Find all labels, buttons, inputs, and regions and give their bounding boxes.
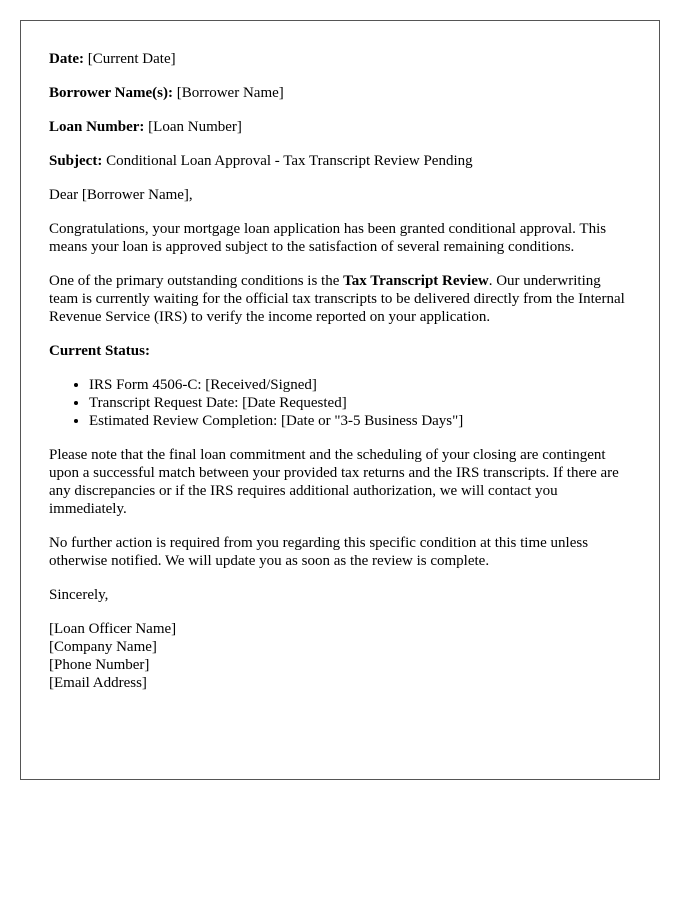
commitment-paragraph: Please note that the final loan commitment and the scheduling of your closing are contingent upon a successful match between your provided tax returns and the IRS transcripts. If there are any discrepancies or if the IRS requires additional authorization, we will contact you immediately.	[49, 447, 619, 517]
loan-number-value: [Loan Number]	[144, 119, 242, 135]
signature-phone: [Phone Number]	[49, 657, 150, 673]
condition-text-after: . Our underwriting team is currently waiting for the official tax transcripts to be delivered directly from the Internal Revenue Service (IRS) to verify the income reported on your application.	[49, 273, 625, 325]
no-action-paragraph: No further action is required from you regarding this specific condition at this time unless otherwise notified. We will update you as soon as the review is complete.	[49, 535, 589, 569]
status-heading	[49, 342, 631, 360]
status-list	[49, 376, 631, 430]
outstanding-condition-paragraph	[49, 272, 631, 326]
condition-highlight: Tax Transcript Review	[343, 273, 489, 289]
salutation: Dear [Borrower Name],	[49, 187, 193, 203]
signature-company: [Company Name]	[49, 639, 157, 655]
date-label: Date:	[49, 51, 84, 67]
signature-email: [Email Address]	[49, 675, 147, 691]
letter-document	[20, 20, 660, 780]
signature-block	[49, 620, 631, 692]
subject-label: Subject:	[49, 153, 103, 169]
closing: Sincerely,	[49, 587, 109, 603]
borrower-line	[49, 84, 631, 102]
condition-text-before: One of the primary outstanding conditions is the	[49, 273, 344, 289]
date-value: [Current Date]	[83, 51, 176, 67]
borrower-label: Borrower Name(s):	[49, 85, 173, 101]
subject-value: Conditional Loan Approval - Tax Transcript Review Pending	[102, 153, 473, 169]
loan-number-line	[49, 118, 631, 136]
status-item-request-date: • Transcript Request Date: [Date Requested]	[89, 394, 631, 412]
status-item-form: • IRS Form 4506-C: [Received/Signed]	[89, 376, 631, 394]
status-item-completion: • Estimated Review Completion: [Date or "3-5 Business Days"]	[89, 412, 631, 430]
subject-line	[49, 152, 631, 170]
approval-paragraph: Congratulations, your mortgage loan application has been granted conditional approval. This means your loan is approved subject to the satisfaction of several remaining conditions.	[49, 221, 607, 255]
borrower-value: [Borrower Name]	[172, 85, 284, 101]
loan-number-label: Loan Number:	[49, 119, 145, 135]
signature-officer: [Loan Officer Name]	[49, 621, 177, 637]
date-line	[49, 50, 631, 68]
status-heading-text: Current Status:	[49, 343, 150, 359]
